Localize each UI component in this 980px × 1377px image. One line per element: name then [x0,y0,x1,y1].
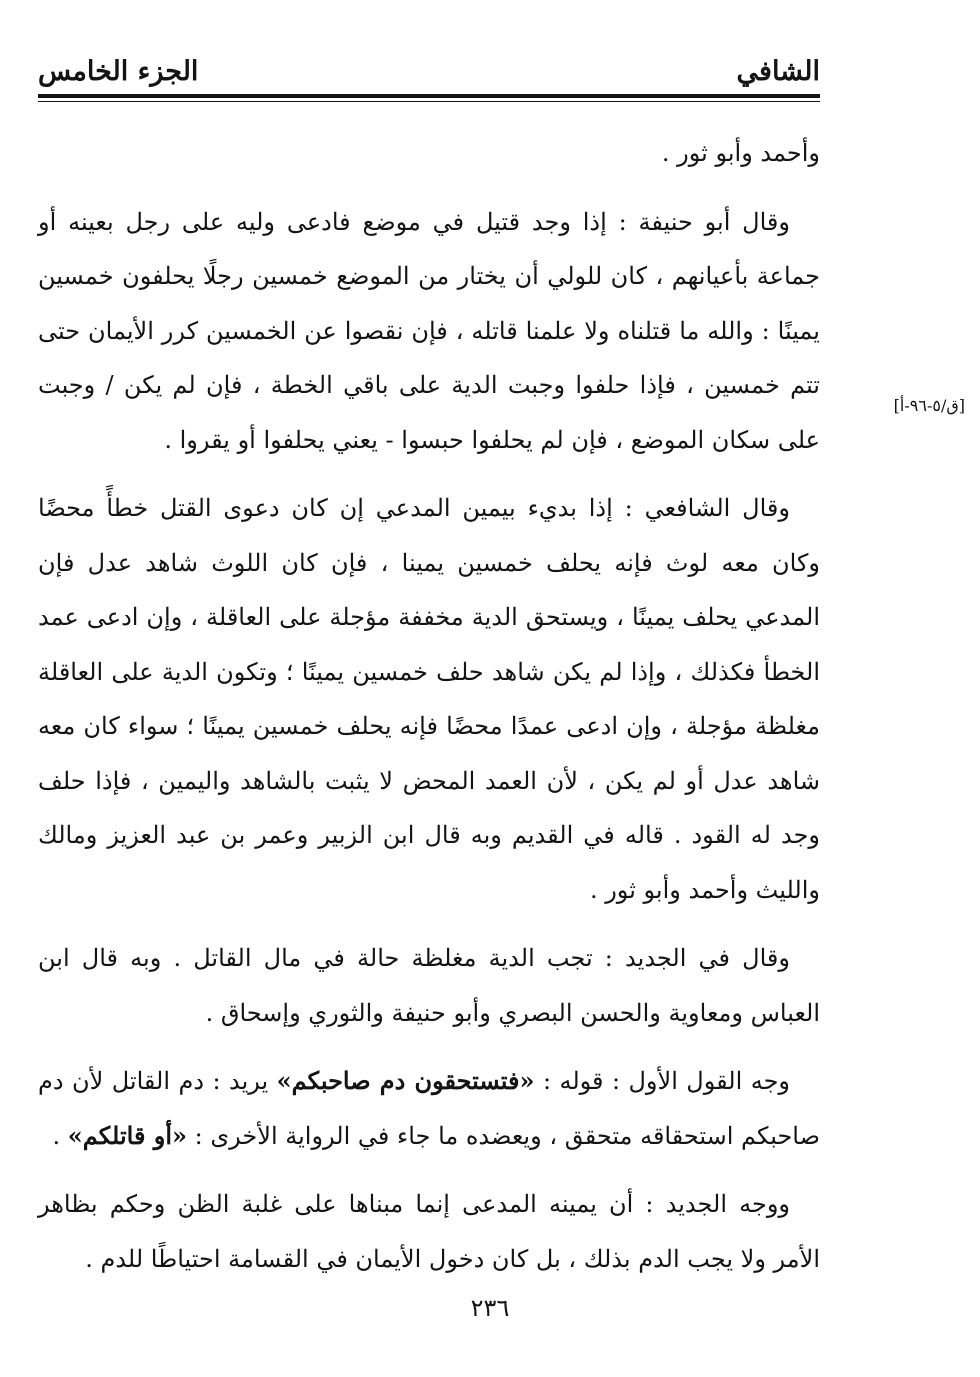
paragraph-4: وقال في الجديد : تجب الدية مغلظة حالة في مال القاتل . وبه قال ابن العباس ومعاوية والحسن البصري وأبو حنيفة والثوري وإسحاق . [38,944,820,1027]
quran-quote-2: «أو قاتلكم» [67,1120,188,1150]
manuscript-folio-note: [ق/٥-٩٦-أ] [893,396,965,415]
paragraph-5-text-before: وجه القول الأول : قوله : [534,1067,790,1095]
paragraph-2: وقال أبو حنيفة : إذا وجد قتيل في موضع فادعى وليه على رجل بعينه أو جماعة بأعيانهم ، كان للولي أن يختار من الموضع خمسين رجلًا يحلفون خمسين يمينًا : والله ما قتلناه ولا علمنا قاتله ، فإن نقصوا عن الخمسين كرر الأيمان حتى تتم خمسين ، فإذا حلفوا وجبت الدية على باقي الخطة ، فإن لم يكن / وجبت على سكان الموضع ، فإن لم يحلفوا حبسوا - يعني يحلفوا أو يقروا . [38,207,820,454]
header-rule-thin [38,101,820,102]
paragraph-3: وقال الشافعي : إذا بديء بيمين المدعي إن كان دعوى القتل خطأً محضًا وكان معه لوث فإنه يحلف خمسين يمينا ، فإن كان اللوث شاهد عدل فإن المدعي يحلف يمينًا ، ويستحق الدية مخففة مؤجلة على العاقلة ، وإن ادعى عمد الخطأ فكذلك ، وإذا لم يكن شاهد حلف خمسين يمينًا ؛ وتكون الدية على العاقلة مغلظة مؤجلة ، وإن ادعى عمدًا محضًا فإنه يحلف خمسين يمينًا ؛ سواء كان معه شاهد عدل أو لم يكن ، لأن العمد المحض لا يثبت بالشاهد واليمين ، فإذا حلف وجد له القود . قاله في القديم وبه قال ابن الزبير وعمر بن عبد العزيز ومالك والليث وأحمد وأبو ثور . [38,494,820,904]
page-number: ٢٣٦ [470,1294,510,1322]
running-header [38,52,820,92]
page-body [38,126,820,1300]
paragraph-5-text-after: . [52,1121,68,1150]
paragraph-1: وأحمد وأبو ثور . [661,139,820,167]
volume-title: الجزء الخامس [38,56,199,87]
paragraph-6: ووجه الجديد : أن يمينه المدعى إنما مبناها على غلبة الظن وحكم بظاهر الأمر ولا يجب الدم بذلك ، بل كان دخول الأيمان في القسامة احتياطًا للدم . [38,1190,820,1273]
paragraph-5-text-middle: يريد : دم القاتل لأن دم صاحبكم استحقاقه متحقق ، ويعضده ما جاء في الرواية الأخرى : [38,1067,820,1150]
quran-quote-1: «فتستحقون دم صاحبكم» [276,1066,535,1095]
paragraph-5 [38,1054,820,1163]
header-rule-thick [38,94,820,98]
book-title: الشافي [736,56,820,87]
